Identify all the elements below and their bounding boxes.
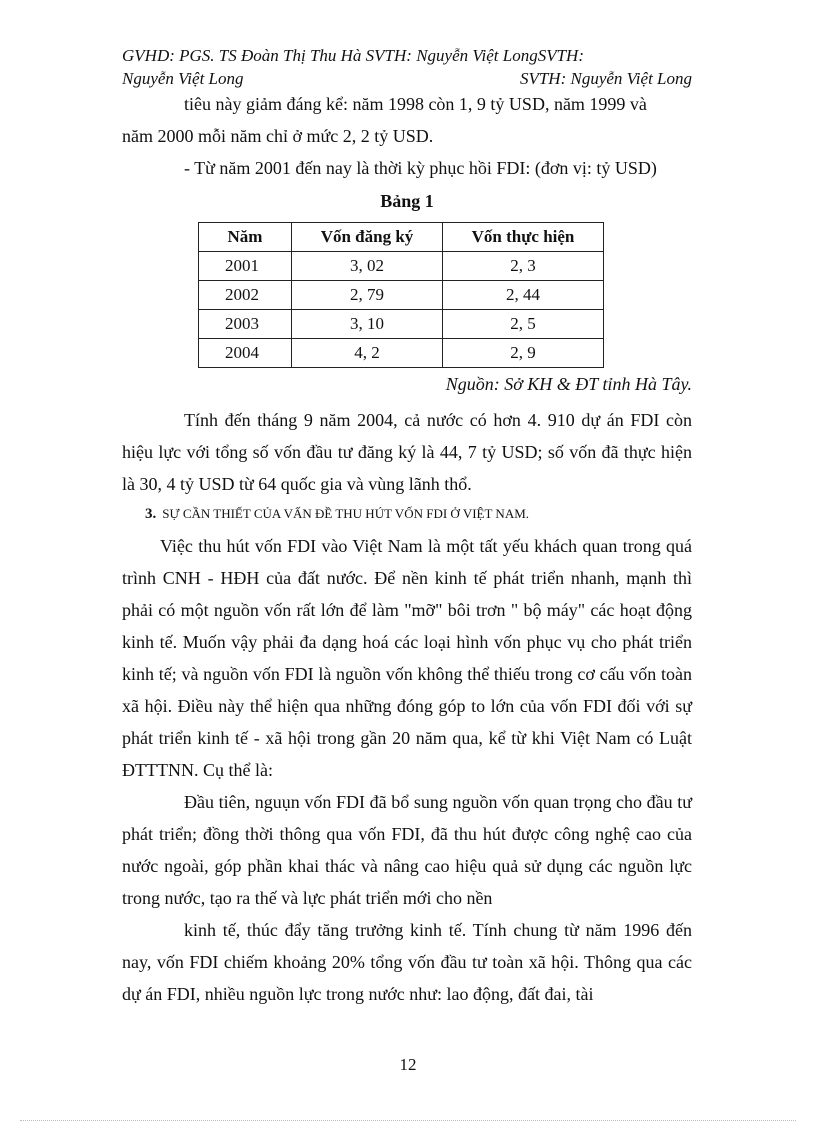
page-header — [122, 44, 692, 90]
intro-line-3: - Từ năm 2001 đến nay là thời kỳ phục hồi FDI: (đơn vị: tỷ USD) — [184, 158, 657, 178]
section-title: SỰ CẦN THIẾT CỦA VẤN ĐỀ THU HÚT VỐN FDI Ở VIỆT NAM. — [162, 506, 530, 521]
paragraph-continuation: kinh tế, thúc đẩy tăng trưởng kinh tế. Tính chung từ năm 1996 đến nay, vốn FDI chiếm khoảng 20% tổng vốn đầu tư toàn xã hội. Thông qua các dự án FDI, nhiều nguồn lực trong nước như: lao động, đất đai, tài — [122, 920, 692, 1004]
header-line-2 — [122, 67, 692, 90]
header-author-left: Nguyễn Việt Long — [122, 69, 244, 88]
table-header-registered: Vốn đăng ký — [292, 223, 443, 252]
intro-paragraph — [122, 88, 692, 184]
table-cell-year: 2004 — [199, 339, 292, 368]
table-row — [199, 252, 604, 281]
section-number: 3. — [145, 506, 157, 522]
page-number: 12 — [399, 1055, 417, 1074]
table-cell-registered: 3, 02 — [292, 252, 443, 281]
paragraph-fdi-status: Tính đến tháng 9 năm 2004, cả nước có hơn 4. 910 dự án FDI còn hiệu lực với tổng số vốn đầu tư đăng ký là 44, 7 tỷ USD; số vốn đã thực hiện là 30, 4 tỷ USD từ 64 quốc gia và vùng lãnh thổ. — [122, 410, 692, 494]
header-author-right: SVTH: Nguyễn Việt Long — [519, 69, 692, 88]
header-line-1: GVHD: PGS. TS Đoàn Thị Thu Hà SVTH: Nguyễn Việt LongSVTH: — [122, 46, 584, 65]
intro-line-2: năm 2000 mỗi năm chỉ ở mức 2, 2 tỷ USD. — [122, 126, 434, 146]
table-cell-implemented: 2, 3 — [443, 252, 604, 281]
table-cell-year: 2003 — [199, 310, 292, 339]
table-header-implemented: Vốn thực hiện — [443, 223, 604, 252]
table-cell-year: 2002 — [199, 281, 292, 310]
table-header-row — [199, 223, 604, 252]
table-cell-implemented: 2, 5 — [443, 310, 604, 339]
table-header-year: Năm — [199, 223, 292, 252]
table-row — [199, 310, 604, 339]
table-cell-registered: 4, 2 — [292, 339, 443, 368]
section-heading — [145, 504, 529, 524]
table-cell-registered: 2, 79 — [292, 281, 443, 310]
table-row — [199, 281, 604, 310]
table-cell-registered: 3, 10 — [292, 310, 443, 339]
paragraph-necessity: Việc thu hút vốn FDI vào Việt Nam là một tất yếu khách quan trong quá trình CNH - HĐH của đất nước. Để nền kinh tế phát triển nhanh, mạnh thì phải có một nguồn vốn rất lớn để làm "mỡ" bôi trơn " bộ máy" các hoạt động kinh tế. Muốn vậy phải đa dạng hoá các loại hình vốn phục vụ cho phát triển kinh tế; và nguồn vốn FDI là nguồn vốn không thể thiếu trong cơ cấu vốn toàn xã hội. Điều này thể hiện qua những đóng góp to lớn của vốn FDI đối với sự phát triển kinh tế - xã hội trong gần 20 năm qua, kể từ khi Việt Nam có Luật ĐTTTNN. Cụ thể là: — [122, 536, 692, 780]
table-cell-implemented: 2, 44 — [443, 281, 604, 310]
table-row — [199, 339, 604, 368]
paragraph-first-point: Đầu tiên, nguụn vốn FDI đã bổ sung nguồn vốn quan trọng cho đầu tư phát triển; đồng thời thông qua vốn FDI, đã thu hút được công nghệ cao của nước ngoài, góp phần khai thác và nâng cao hiệu quả sử dụng các nguồn lực trong nước, tạo ra thế và lực phát triển mới cho nền — [122, 792, 692, 908]
table-source: Nguồn: Sở KH & ĐT tỉnh Hà Tây. — [445, 374, 692, 394]
table-cell-implemented: 2, 9 — [443, 339, 604, 368]
fdi-table — [198, 222, 604, 368]
page-bottom-divider — [20, 1120, 796, 1121]
table-caption: Bảng 1 — [380, 191, 434, 211]
intro-line-1: tiêu này giảm đáng kể: năm 1998 còn 1, 9 tỷ USD, năm 1999 và — [184, 94, 647, 114]
table-cell-year: 2001 — [199, 252, 292, 281]
